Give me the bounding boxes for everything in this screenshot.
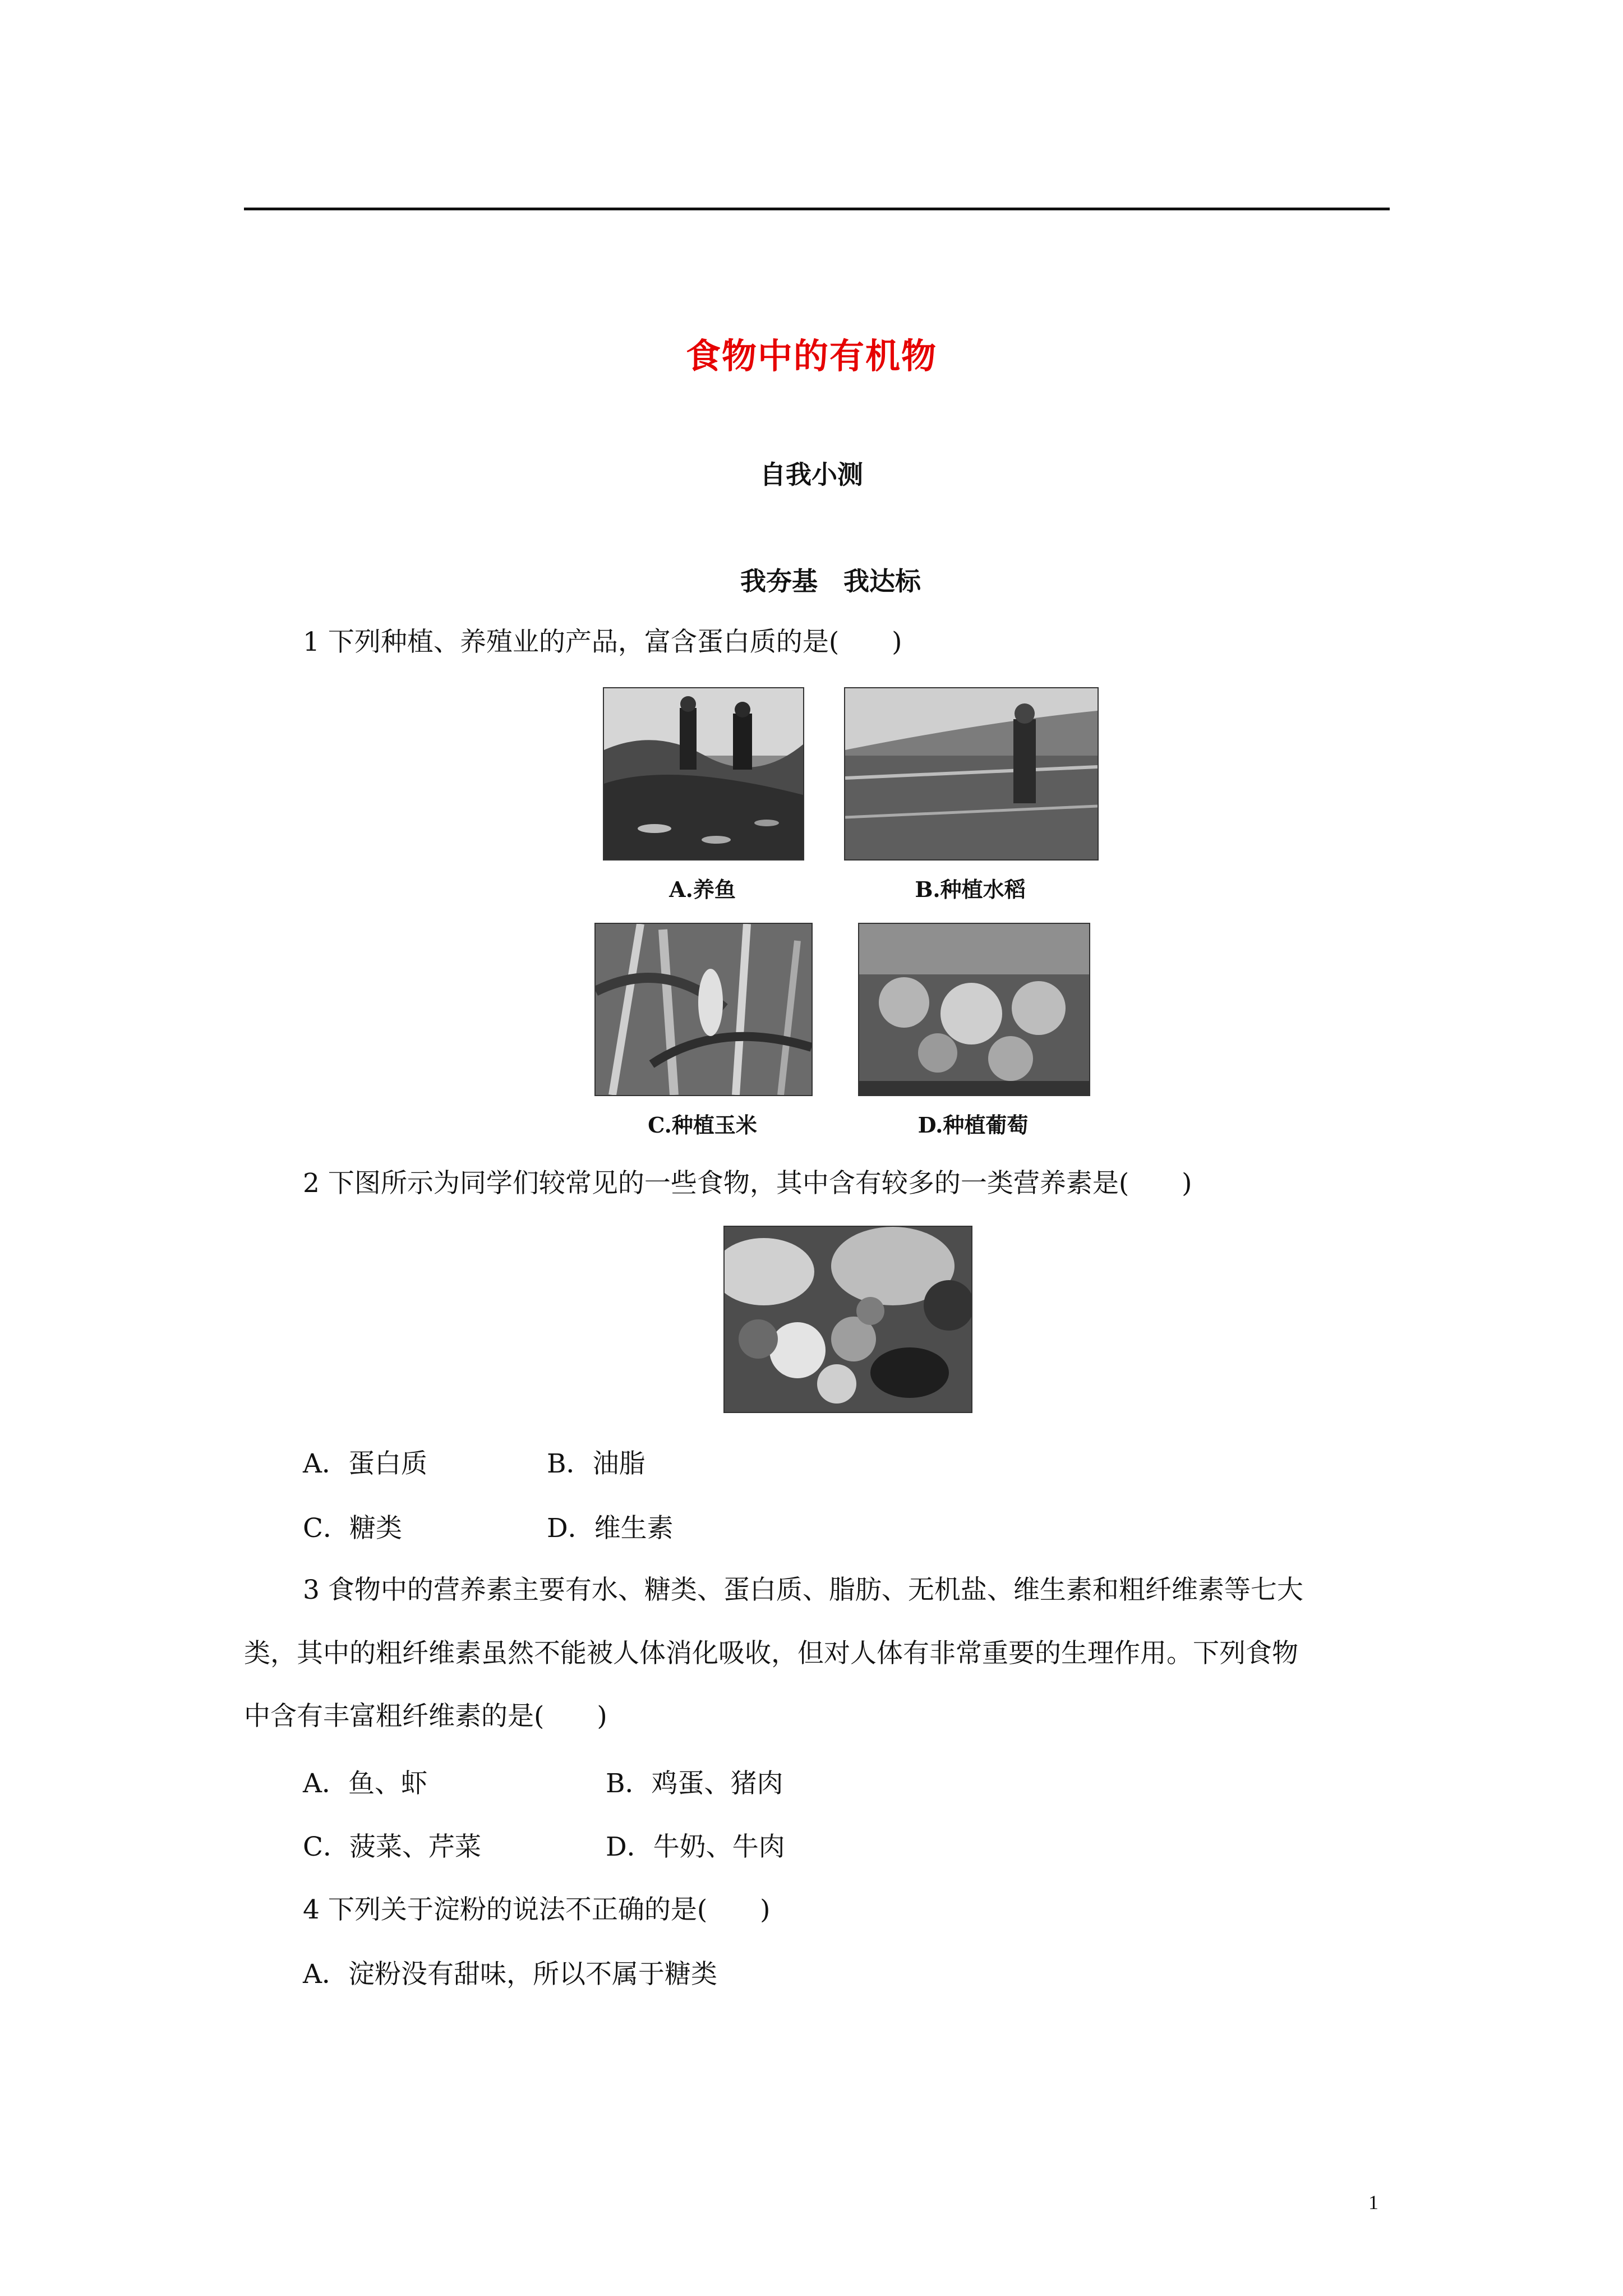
- question-3-line-1: 3 食物中的营养素主要有水、糖类、蛋白质、脂肪、无机盐、维生素和粗纤维素等七大: [303, 1575, 1303, 1605]
- fish-farming-photo: [603, 687, 804, 861]
- page-title: 食物中的有机物: [685, 335, 937, 376]
- corn-planting-photo: [594, 923, 813, 1096]
- question-1: 1 下列种植、养殖业的产品，富含蛋白质的是( ): [303, 627, 902, 657]
- caption-a: A.养鱼: [669, 877, 736, 902]
- grape-planting-photo: [858, 923, 1090, 1096]
- q4-option-a: A．淀粉没有甜味，所以不属于糖类: [303, 1959, 717, 1990]
- question-4: 4 下列关于淀粉的说法不正确的是( ): [303, 1894, 771, 1925]
- page-number: 1: [1368, 2191, 1378, 2214]
- q2-option-a: A．蛋白质: [303, 1448, 427, 1479]
- rice-planting-photo: [844, 687, 1099, 861]
- caption-c: C.种植玉米: [648, 1112, 757, 1138]
- section-heading: 我夯基 我达标: [740, 566, 921, 596]
- q2-option-d: D．维生素: [547, 1513, 674, 1544]
- question-3-line-2: 类，其中的粗纤维素虽然不能被人体消化吸收，但对人体有非常重要的生理作用。下列食物: [244, 1638, 1298, 1669]
- q3-option-c: C．菠菜、芹菜: [303, 1832, 481, 1862]
- section-subtitle: 自我小测: [760, 459, 863, 490]
- q3-option-b: B．鸡蛋、猪肉: [606, 1768, 783, 1799]
- q2-option-c: C．糖类: [303, 1513, 402, 1544]
- q2-option-b: B．油脂: [547, 1448, 645, 1479]
- q3-option-d: D．牛奶、牛肉: [606, 1832, 785, 1862]
- q3-option-a: A．鱼、虾: [303, 1768, 427, 1799]
- caption-b: B.种植水稻: [915, 877, 1026, 902]
- question-2: 2 下图所示为同学们较常见的一些食物，其中含有较多的一类营养素是( ): [303, 1168, 1192, 1199]
- header-rule: [244, 208, 1390, 210]
- question-3-line-3: 中含有丰富粗纤维素的是( ): [244, 1701, 607, 1732]
- vegetables-photo: [723, 1226, 972, 1413]
- caption-d: D.种植葡萄: [917, 1112, 1029, 1138]
